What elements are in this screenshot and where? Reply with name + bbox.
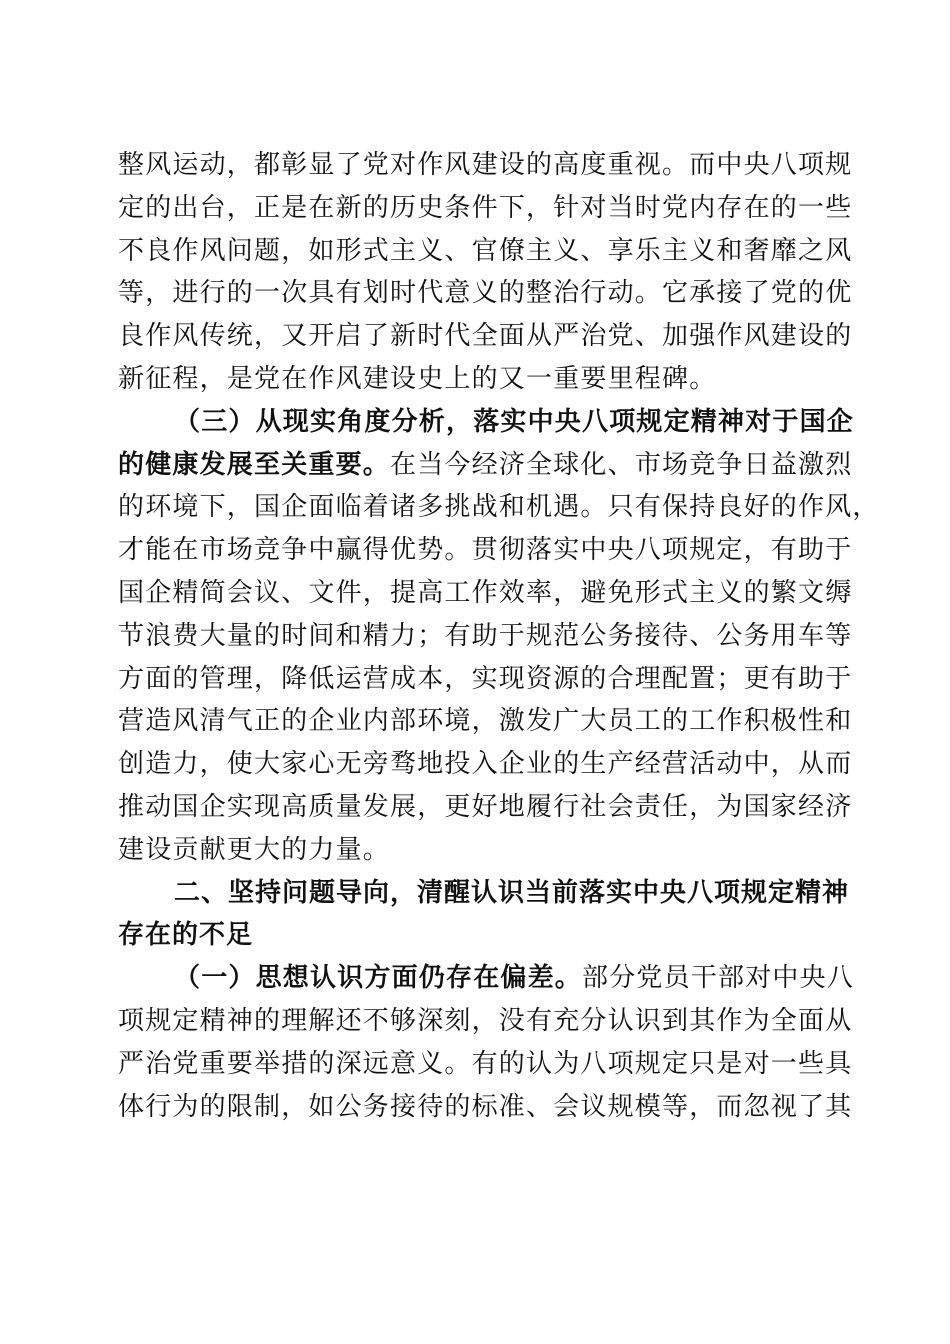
heading-line: 存在的不足	[118, 920, 254, 951]
text-line: 才能在市场竞争中赢得优势。贯彻落实中央八项规定，有助于	[118, 535, 853, 566]
text-line: 整风运动，都彰显了党对作风建设的高度重视。而中央八项规	[118, 150, 853, 180]
text-line: 营造风清气正的企业内部环境，激发广大员工的工作积极性和	[118, 706, 853, 737]
text-line: 严治党重要举措的深远意义。有的认为八项规定只是对一些具	[118, 1048, 853, 1079]
text-line: 推动国企实现高质量发展，更好地履行社会责任，为国家经济	[118, 791, 853, 822]
text-line: 节浪费大量的时间和精力；有助于规范公务接待、公务用车等	[118, 620, 853, 651]
heading-line: 二、坚持问题导向，清醒认识当前落实中央八项规定精神	[174, 877, 850, 908]
text-line: 等，进行的一次具有划时代意义的整治行动。它承接了党的优	[118, 278, 853, 309]
section-heading	[118, 872, 850, 958]
text-line: 不良作风问题，如形式主义、官僚主义、享乐主义和奢靡之风	[118, 235, 853, 266]
text-line: 建设贡献更大的力量。	[118, 834, 391, 865]
subsection-lead: （一）思想认识方面仍存在偏差。	[174, 963, 583, 994]
paragraph-reality-analysis	[118, 401, 880, 872]
text-line: 的环境下，国企面临着诸多挑战和机遇。只有保持良好的作风，	[118, 492, 880, 523]
text-segment: 在当今经济全球化、市场竞争日益激烈	[390, 449, 853, 480]
text-line: 体行为的限制，如公务接待的标准、会议规模等，而忽视了其	[118, 1091, 853, 1122]
text-line: 创造力，使大家心无旁骛地投入企业的生产经营活动中，从而	[118, 749, 853, 780]
text-line: 良作风传统，又开启了新时代全面从严治党、加强作风建设的	[118, 321, 853, 352]
text-line: 新征程，是党在作风建设史上的又一重要里程碑。	[118, 363, 717, 394]
text-line: 项规定精神的理解还不够深刻，没有充分认识到其作为全面从	[118, 1005, 853, 1036]
text-line: 定的出台，正是在新的历史条件下，针对当时党内存在的一些	[118, 192, 853, 223]
text-segment: 部分党员干部对中央八	[582, 963, 855, 994]
subsection-lead-line: （三）从现实角度分析，落实中央八项规定精神对于国企	[174, 406, 855, 437]
paragraph-history	[118, 144, 853, 401]
subsection-lead-line: 的健康发展至关重要。	[118, 449, 391, 480]
document-body	[118, 144, 880, 1128]
text-line: 方面的管理，降低运营成本，实现资源的合理配置；更有助于	[118, 663, 853, 694]
text-line: 国企精简会议、文件，提高工作效率，避免形式主义的繁文缛	[118, 577, 853, 608]
paragraph-ideology-deviation	[118, 957, 855, 1128]
